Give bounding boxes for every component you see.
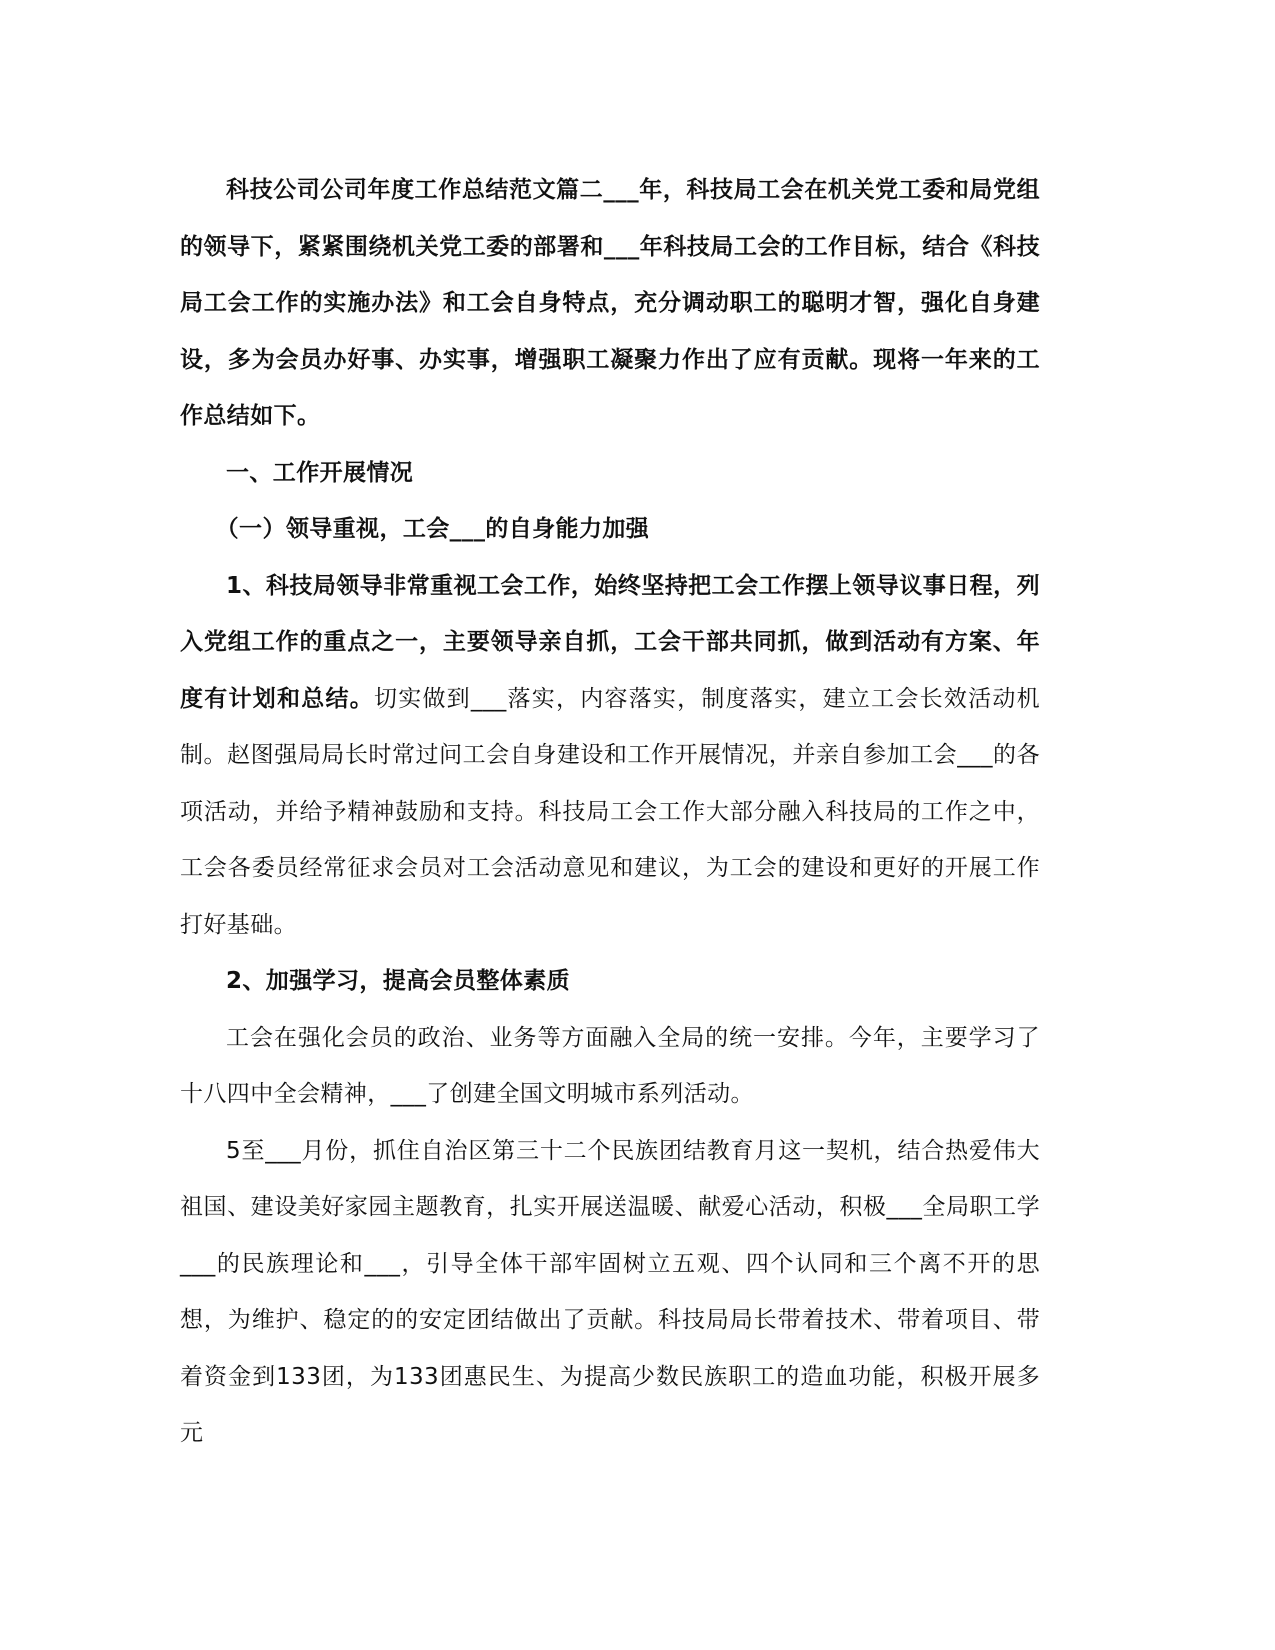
ethnic-unity-paragraph: 5至___月份，抓住自治区第三十二个民族团结教育月这一契机，结合热爱伟大祖国、建设美好家园主题教育，扎实开展送温暖、献爱心活动，积极___全局职工学___的民族理论和___，引导全体干部牢固树立五观、四个认同和三个离不开的思想，为维护、稳定的的安定团结做出了贡献。科技局局长带着技术、带着项目、带着资金到133团，为133团惠民生、为提高少数民族职工的造血功能，积极开展多元 [180, 1137, 1040, 1446]
document-body [180, 162, 1040, 1462]
item-1-body-text: 切实做到___落实，内容落实，制度落实，建立工会长效活动机制。赵图强局局长时常过问工会自身建设和工作开展情况，并亲自参加工会___的各项活动，并给予精神鼓励和支持。科技局工会工作大部分融入科技局的工作之中，工会各委员经常征求会员对工会活动意见和建议，为工会的建设和更好的开展工作打好基础。 [180, 685, 1040, 938]
intro-paragraph: 科技公司公司年度工作总结范文篇二___年，科技局工会在机关党工委和局党组的领导下，紧紧围绕机关党工委的部署和___年科技局工会的工作目标，结合《科技局工会工作的实施办法》和工会自身特点，充分调动职工的聪明才智，强化自身建设，多为会员办好事、办实事，增强职工凝聚力作出了应有贡献。现将一年来的工作总结如下。 [180, 177, 1040, 429]
study-paragraph: 工会在强化会员的政治、业务等方面融入全局的统一安排。今年，主要学习了十八四中全会精神，___了创建全国文明城市系列活动。 [180, 1024, 1040, 1107]
item-1-paragraph [180, 558, 1040, 954]
subsection-heading: （一）领导重视，工会___的自身能力加强 [215, 516, 650, 542]
item-1-bold-text: 1、科技局领导非常重视工会工作，始终坚持把工会工作摆上领导议事日程，列入党组工作的重点之一，主要领导亲自抓，工会干部共同抓，做到活动有方案、年度有计划和总结。 [180, 572, 1040, 712]
section-heading: 一、工作开展情况 [226, 459, 414, 486]
item-2-heading: 2、加强学习，提高会员整体素质 [226, 968, 571, 994]
